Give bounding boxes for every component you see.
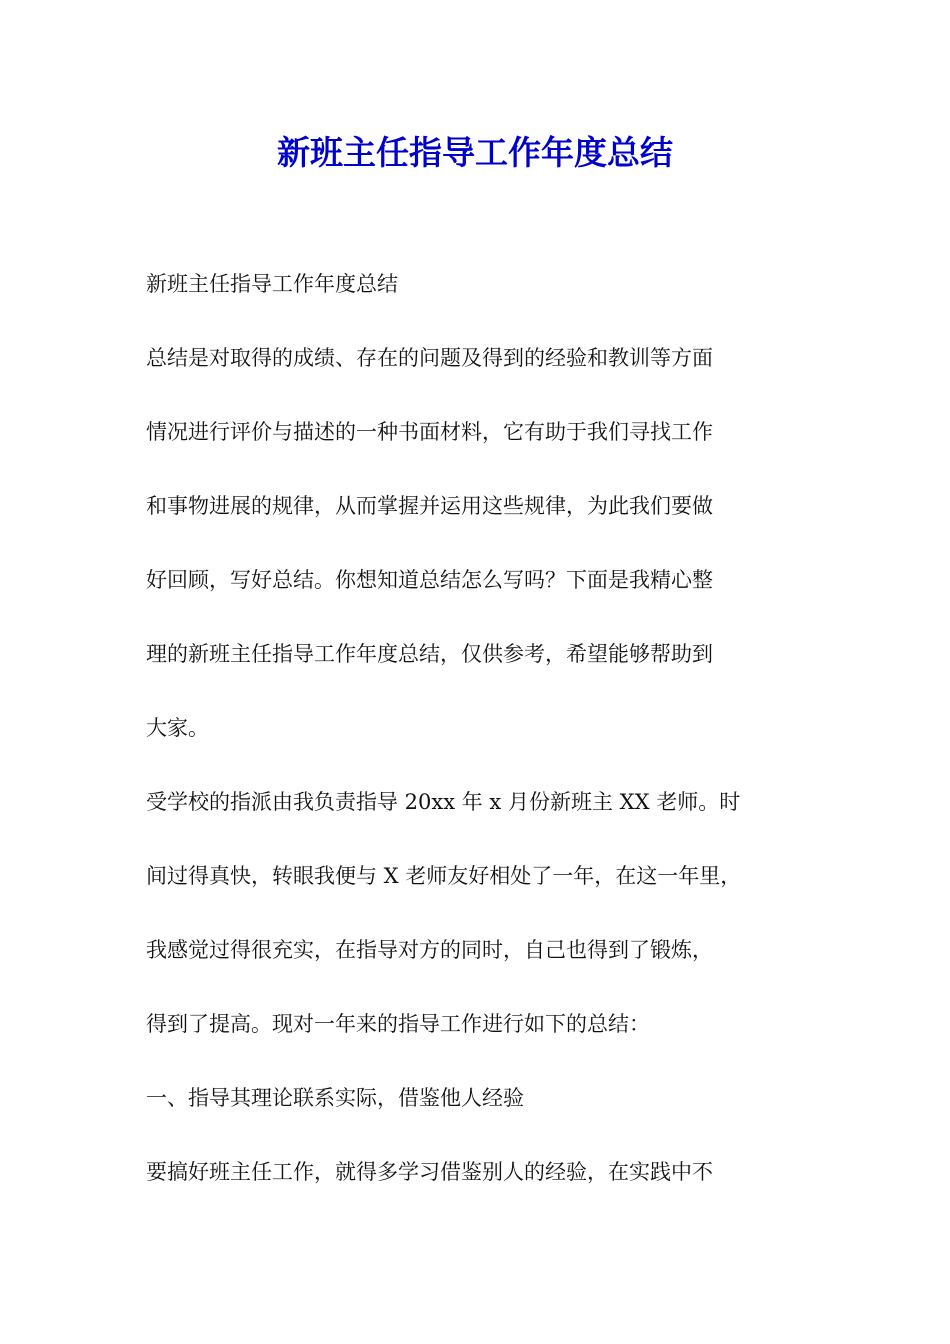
paragraph-line: 要搞好班主任工作，就得多学习借鉴别人的经验，在实践中不: [146, 1160, 713, 1184]
paragraph-line: 受学校的指派由我负责指导 20xx 年 x 月份新班主 XX 老师。时: [146, 790, 741, 814]
paragraph-line: 情况进行评价与描述的一种书面材料，它有助于我们寻找工作: [146, 420, 713, 444]
paragraph-line: 理的新班主任指导工作年度总结，仅供参考，希望能够帮助到: [146, 642, 713, 666]
paragraph-line: 大家。: [146, 716, 209, 740]
document-title: 新班主任指导工作年度总结: [277, 133, 673, 172]
paragraph-line: 得到了提高。现对一年来的指导工作进行如下的总结：: [146, 1012, 650, 1036]
document-body: [146, 264, 816, 1226]
paragraph-line: 我感觉过得很充实，在指导对方的同时，自己也得到了锻炼，: [146, 938, 713, 962]
paragraph-line: 间过得真快，转眼我便与 X 老师友好相处了一年，在这一年里，: [146, 864, 742, 888]
section-heading: 一、指导其理论联系实际，借鉴他人经验: [146, 1086, 524, 1110]
paragraph-line: 好回顾，写好总结。你想知道总结怎么写吗？下面是我精心整: [146, 568, 713, 592]
paragraph-line: 和事物进展的规律，从而掌握并运用这些规律，为此我们要做: [146, 494, 713, 518]
paragraph-line: 总结是对取得的成绩、存在的问题及得到的经验和教训等方面: [146, 346, 713, 370]
subtitle-line: 新班主任指导工作年度总结: [146, 272, 398, 296]
